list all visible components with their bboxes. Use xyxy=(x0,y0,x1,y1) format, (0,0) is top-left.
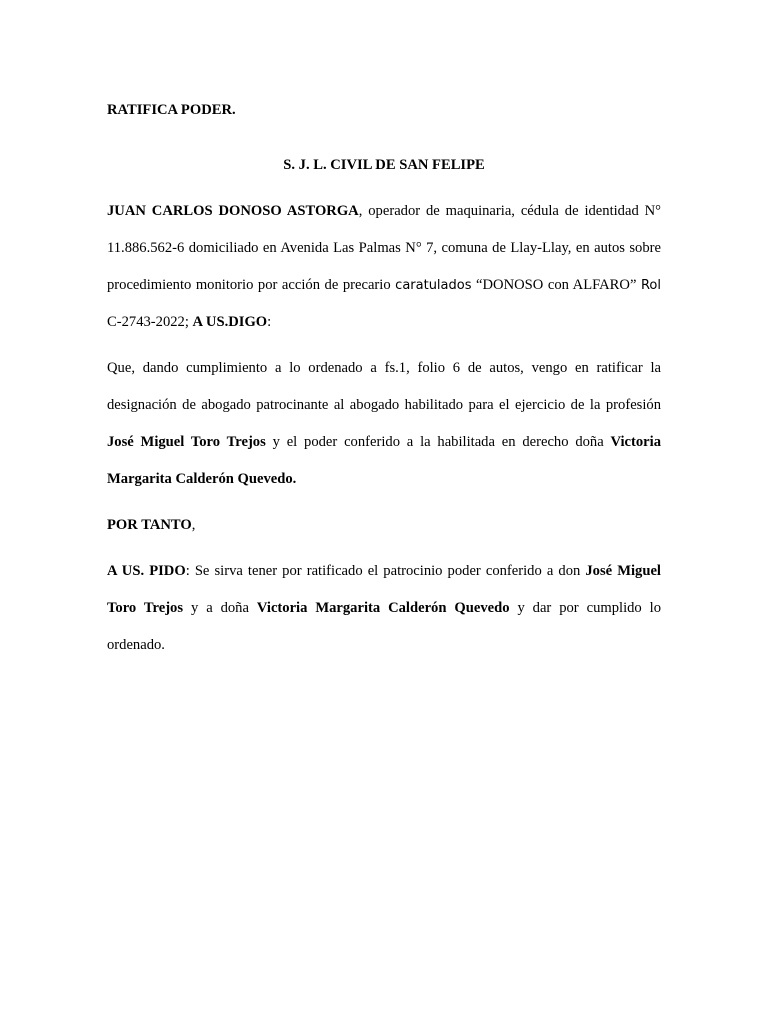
paragraph-line xyxy=(107,590,661,627)
proxy-name: Victoria Margarita Calderón Quevedo xyxy=(256,600,510,616)
paragraph-line xyxy=(107,627,661,664)
text-segment: ordenado. xyxy=(107,637,165,653)
petitioner-name: JUAN CARLOS DONOSO ASTORGA xyxy=(107,203,359,219)
case-caption: “DONOSO con ALFARO” xyxy=(471,277,641,293)
case-number: C-2743-2022; xyxy=(107,314,193,330)
text-segment: y el poder conferido a la habilitada en derecho doña xyxy=(265,434,611,450)
paragraph-line xyxy=(107,350,661,387)
text-segment: : xyxy=(267,314,272,330)
por-tanto-label: POR TANTO xyxy=(107,517,192,533)
paragraph-line xyxy=(107,387,661,424)
court-text: S. J. L. CIVIL DE SAN FELIPE xyxy=(283,157,485,173)
paragraph-ratification xyxy=(107,350,661,498)
text-segment: caratulados xyxy=(395,278,472,293)
document-page xyxy=(107,92,661,664)
paragraph-request xyxy=(107,553,661,664)
heading-text: RATIFICA PODER. xyxy=(107,102,236,118)
paragraph-line xyxy=(107,424,661,461)
pido-label: A US. PIDO xyxy=(107,563,186,579)
text-segment: procedimiento monitorio por acción de precario xyxy=(107,277,396,293)
text-segment: 11.886.562-6 domiciliado en Avenida Las Palmas N° 7, comuna de Llay-Llay, en autos sobre xyxy=(107,240,661,256)
text-segment: y dar por cumplido lo xyxy=(509,600,661,616)
text-segment: y a doña xyxy=(183,600,257,616)
proxy-name-part: Margarita Calderón Quevedo. xyxy=(107,471,297,487)
text-segment: , xyxy=(191,517,196,533)
paragraph-line xyxy=(107,193,661,230)
court-heading xyxy=(107,147,661,184)
text-segment: Rol xyxy=(640,278,661,293)
paragraph-line xyxy=(107,461,661,498)
por-tanto-line xyxy=(107,507,661,544)
document-heading xyxy=(107,92,661,129)
attorney-name-part: José Miguel xyxy=(585,563,661,579)
digo-label: A US.DIGO xyxy=(192,314,268,330)
proxy-name-part: Victoria xyxy=(610,434,662,450)
text-segment: : Se sirva tener por ratificado el patrocinio poder conferido a don xyxy=(185,563,586,579)
paragraph-line xyxy=(107,230,661,267)
text-segment: , operador de maquinaria, cédula de identidad N° xyxy=(358,203,662,219)
paragraph-introduction xyxy=(107,193,661,341)
attorney-name-part: Toro Trejos xyxy=(107,600,184,616)
attorney-name: José Miguel Toro Trejos xyxy=(107,434,266,450)
paragraph-line xyxy=(107,553,661,590)
paragraph-line xyxy=(107,304,661,341)
text-segment: Que, dando cumplimiento a lo ordenado a fs.1, folio 6 de autos, vengo en ratificar la xyxy=(107,360,661,376)
paragraph-line xyxy=(107,267,661,304)
text-segment: designación de abogado patrocinante al abogado habilitado para el ejercicio de la profesión xyxy=(107,397,661,413)
